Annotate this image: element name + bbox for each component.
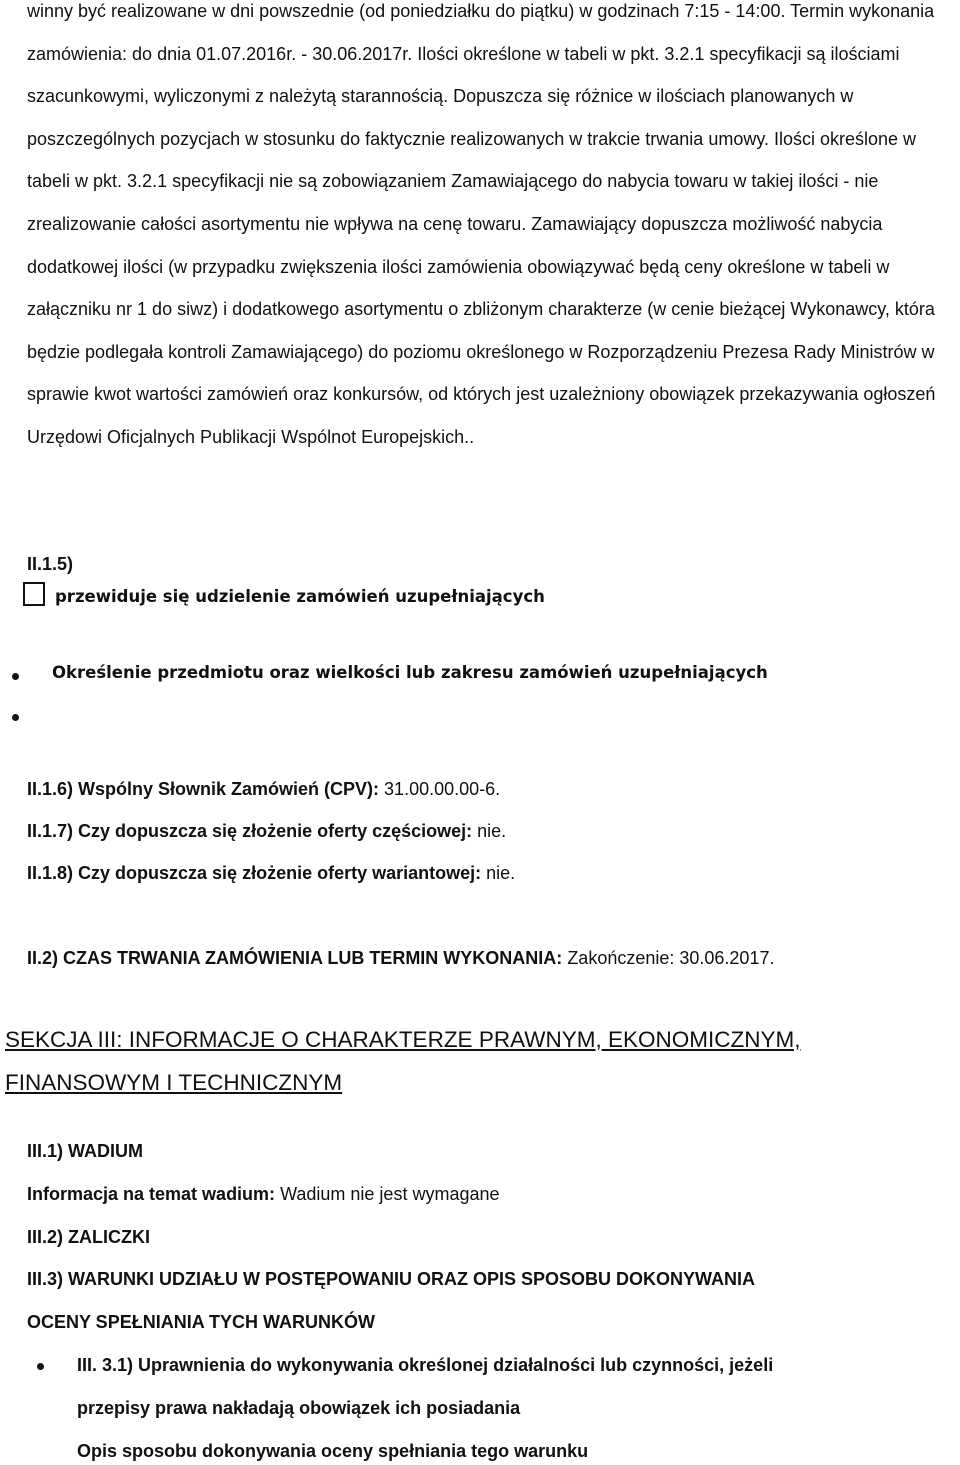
bullet-dot (12, 673, 19, 680)
variant-offer-line (27, 862, 515, 884)
wadium-info-line (27, 1183, 500, 1205)
checkbox[interactable] (23, 582, 45, 606)
intro-paragraph: winny być realizowane w dni powszednie (od poniedziałku do piątku) w godzinach 7:15 - 14:00. Termin wykonania zamówienia: do dnia 01.07.2016r. - 30.06.2017r. Ilości określone w tabeli w pkt. 3.2.1 specyfikacji są ilościami szacunkowymi, wyliczonymi z należytą starannością. Dopuszcza się różnice w ilościach planowanych w poszczególnych pozycjach w stosunku do faktycznie realizowanych w trakcie trwania umowy. Ilości określone w tabeli w pkt. 3.2.1 specyfikacji nie są zobowiązaniem Zamawiającego do nabycia towaru w takiej ilości - nie zrealizowanie całości asortymentu nie wpływa na cenę towaru. Zamawiający dopuszcza możliwość nabycia dodatkowej ilości (w przypadku zwiększenia ilości zamówienia obowiązywać będą ceny określone w tabeli w załączniku nr 1 do siwz) i dodatkowego asortymentu o zbliżonym charakterze (w cenie bieżącej Wykonawcy, która będzie podlegała kontroli Zamawiającego) do poziomu określonego w Rozporządzeniu Prezesa Rady Ministrów w sprawie kwot wartości zamówień oraz konkursów, od których jest uzależniony obowiązek przekazywania ogłoszeń Urzędowi Oficjalnych Publikacji Wspólnot Europejskich.. (27, 1, 936, 447)
permits-title-line2: przepisy prawa nakładają obowiązek ich posiadania (77, 1398, 521, 1418)
bullet-dot (12, 714, 19, 721)
wadium-info-value: Wadium nie jest wymagane (275, 1184, 500, 1204)
section-number-II-1-5: II.1.5) (27, 554, 74, 574)
section-III-heading-line2: FINANSOWYM I TECHNICZNYM (5, 1070, 343, 1095)
cpv-line (27, 778, 500, 800)
partial-offer-label: II.1.7) Czy dopuszcza się złożenie oferty częściowej: (27, 821, 473, 841)
bullet-item-supplementary-orders: Określenie przedmiotu oraz wielkości lub zakresu zamówień uzupełniających (52, 663, 768, 682)
cpv-label: II.1.6) Wspólny Słownik Zamówień (CPV): (27, 779, 380, 799)
conditions-title-line1: III.3) WARUNKI UDZIAŁU W POSTĘPOWANIU ORAZ OPIS SPOSOBU DOKONYWANIA (27, 1269, 756, 1289)
variant-offer-value: nie. (481, 863, 516, 883)
variant-offer-label: II.1.8) Czy dopuszcza się złożenie oferty wariantowej: (27, 863, 482, 883)
wadium-title: III.1) WADIUM (27, 1141, 143, 1161)
duration-value: Zakończenie: 30.06.2017. (562, 948, 775, 968)
partial-offer-line (27, 820, 506, 842)
cpv-value: 31.00.00.00-6. (379, 779, 501, 799)
conditions-title-line2: OCENY SPEŁNIANIA TYCH WARUNKÓW (27, 1312, 376, 1332)
permits-title-line1: III. 3.1) Uprawnienia do wykonywania określonej działalności lub czynności, jeżeli (77, 1355, 774, 1375)
permits-assessment-subheading: Opis sposobu dokonywania oceny spełniania tego warunku (77, 1441, 589, 1461)
duration-label: II.2) CZAS TRWANIA ZAMÓWIENIA LUB TERMIN WYKONANIA: (27, 948, 563, 968)
checkbox-label: przewiduje się udzielenie zamówień uzupełniających (55, 587, 545, 606)
partial-offer-value: nie. (472, 821, 507, 841)
section-III-heading-line1: SEKCJA III: INFORMACJE O CHARAKTERZE PRAWNYM, EKONOMICZNYM, (5, 1027, 801, 1052)
zaliczki-title: III.2) ZALICZKI (27, 1227, 150, 1247)
bullet-dot (37, 1363, 44, 1370)
duration-line (27, 947, 774, 969)
wadium-info-label: Informacja na temat wadium: (27, 1184, 276, 1204)
